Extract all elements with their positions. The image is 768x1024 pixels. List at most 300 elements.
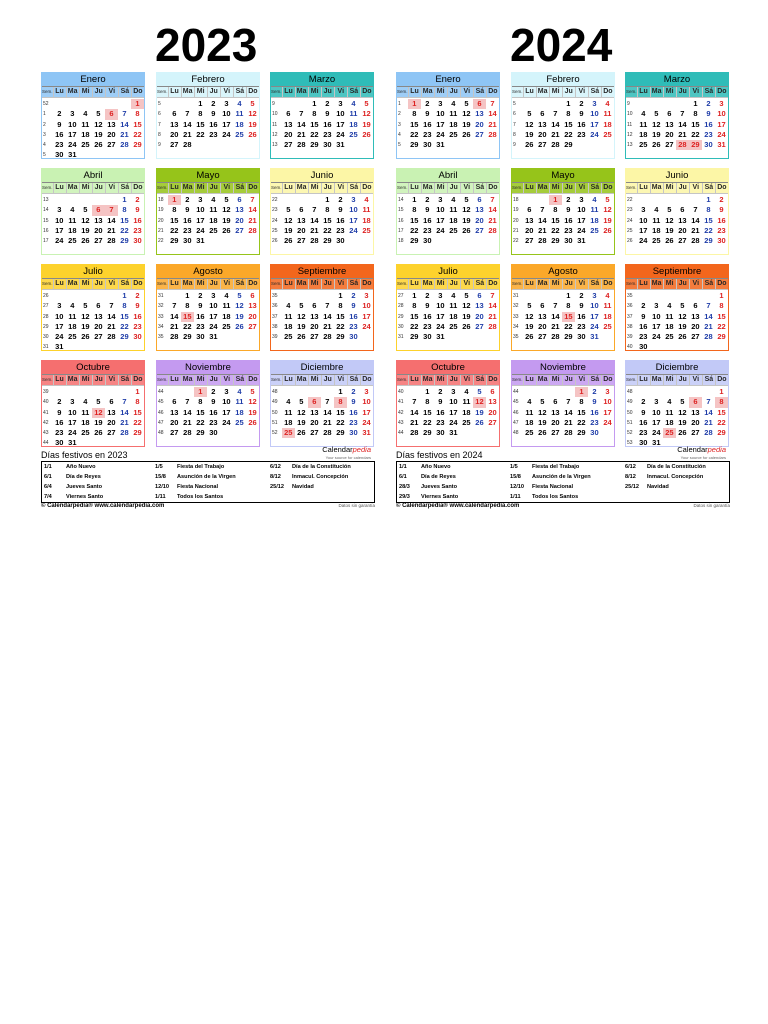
day-cell	[575, 140, 588, 150]
day-cell: 14	[678, 119, 687, 129]
day-cell: 1	[338, 387, 343, 396]
brand-name-accent: pedia	[707, 445, 726, 454]
holiday-date: 28/3	[399, 484, 410, 490]
day-cell: 4	[83, 109, 88, 119]
weekday-label: Ju	[93, 279, 106, 289]
day-cell: 18	[68, 321, 77, 331]
day-cell	[66, 387, 79, 397]
day-cell: 15	[410, 311, 419, 321]
day-cell: 10	[603, 397, 612, 407]
day-cell: 11	[222, 301, 231, 311]
holiday-date: 12/10	[155, 484, 169, 490]
day-cell: 28	[323, 332, 332, 342]
day-cell: 12	[603, 205, 612, 215]
day-cell	[131, 342, 144, 352]
weekday-label: Sá	[119, 279, 132, 289]
week-number: 52	[272, 430, 278, 437]
day-cell: 18	[590, 215, 599, 225]
day-cell: 8	[425, 397, 430, 407]
day-cell: 26	[462, 129, 471, 139]
week-number: 10	[272, 111, 278, 118]
week-number: 21	[158, 227, 164, 234]
day-cell: 9	[438, 397, 443, 407]
day-cell	[689, 387, 702, 397]
weekday-label: Sem.	[512, 87, 524, 97]
weekday-label: Mi	[664, 279, 677, 289]
weekday-label: Lu	[169, 87, 182, 97]
day-cell: 31	[196, 236, 205, 246]
day-cell: 12	[678, 311, 687, 321]
day-cell: 20	[94, 321, 103, 331]
week-number: 21	[513, 227, 519, 234]
day-cell: 2	[592, 387, 597, 396]
day-cell: 25	[603, 321, 612, 331]
week-number: 25	[627, 227, 633, 234]
day-cell: 3	[70, 397, 75, 407]
day-cell	[650, 195, 663, 205]
day-cell: 26	[678, 332, 687, 342]
day-cell	[460, 332, 473, 342]
day-grid	[42, 98, 144, 161]
week-number: 7	[158, 121, 161, 128]
day-cell: 31	[590, 332, 599, 342]
weekday-label: Do	[603, 184, 613, 191]
weekday-header	[512, 183, 614, 194]
week-number: 14	[398, 197, 404, 203]
month-name: Noviembre	[157, 361, 259, 375]
weekday-label: Lu	[409, 87, 422, 97]
weekday-label: Ju	[563, 279, 576, 289]
day-cell: 24	[55, 332, 64, 342]
day-cell: 2	[579, 99, 584, 108]
weekday-label: Sem.	[157, 279, 169, 289]
weekday-label: Mi	[309, 279, 322, 289]
weekday-label: Ju	[93, 183, 106, 193]
day-cell: 20	[551, 417, 560, 427]
weekday-label: Ma	[296, 87, 309, 97]
day-cell: 4	[654, 205, 659, 215]
day-cell: 6	[553, 397, 558, 407]
weekday-label: Lu	[524, 87, 537, 97]
day-cell: 11	[462, 397, 471, 407]
day-cell	[523, 291, 536, 301]
weekday-label: Lu	[169, 375, 182, 385]
day-cell: 18	[349, 119, 358, 129]
weekday-label: Sá	[474, 87, 487, 97]
weekday-label: Ma	[422, 375, 435, 385]
day-cell: 1	[719, 291, 724, 300]
weekday-label: Sá	[119, 183, 132, 193]
day-cell	[53, 291, 66, 301]
day-cell: 15	[691, 119, 700, 129]
day-cell: 7	[706, 301, 711, 311]
weekday-label: Sem.	[271, 279, 283, 289]
day-cell	[105, 342, 118, 352]
day-cell: 10	[68, 407, 77, 417]
weekday-label: Lu	[283, 375, 296, 385]
day-cell: 20	[538, 321, 547, 331]
day-cell: 28	[551, 140, 560, 150]
week-row	[512, 109, 614, 119]
month-name: Abril	[42, 169, 144, 183]
day-cell: 24	[362, 417, 371, 427]
day-cell	[486, 332, 499, 342]
day-cell: 14	[183, 119, 192, 129]
week-number: 31	[398, 334, 404, 341]
day-cell: 12	[248, 109, 257, 119]
holiday-name: Viernes Santo	[66, 494, 104, 500]
day-cell: 5	[477, 387, 482, 396]
weekday-label: Vi	[335, 87, 348, 97]
day-cell: 4	[451, 99, 456, 108]
day-cell: 15	[120, 215, 129, 225]
day-cell: 13	[551, 407, 560, 417]
day-grid	[626, 386, 728, 449]
day-cell: 4	[592, 195, 597, 204]
week-number: 23	[627, 207, 633, 214]
week-number: 18	[513, 197, 519, 203]
day-cell: 29	[564, 332, 573, 342]
month-enero	[41, 72, 145, 159]
day-cell	[105, 99, 118, 109]
day-cell: 16	[436, 407, 445, 417]
weekday-header	[42, 375, 144, 386]
day-cell: 2	[198, 291, 203, 300]
weekday-label: Ma	[422, 279, 435, 289]
day-cell: 7	[325, 397, 330, 407]
day-cell	[523, 99, 536, 109]
day-cell	[715, 342, 728, 352]
day-cell: 13	[538, 119, 547, 129]
day-cell: 27	[475, 321, 484, 331]
weekday-label: Vi	[461, 183, 474, 193]
weekday-label: Ju	[677, 279, 690, 289]
holiday-entry	[399, 482, 457, 492]
weekday-header	[42, 87, 144, 98]
week-row	[42, 301, 144, 311]
day-cell: 24	[68, 428, 77, 438]
week-row	[42, 387, 144, 397]
holiday-entry	[510, 472, 591, 482]
day-cell: 30	[577, 332, 586, 342]
day-cell: 22	[564, 129, 573, 139]
day-cell: 20	[170, 129, 179, 139]
month-septiembre	[270, 264, 374, 351]
month-agosto	[511, 264, 615, 351]
day-cell: 15	[704, 215, 713, 225]
day-cell: 8	[553, 205, 558, 215]
day-cell: 8	[198, 397, 203, 407]
day-cell: 23	[436, 417, 445, 427]
weekday-label: Sá	[703, 375, 716, 385]
day-cell: 18	[665, 417, 674, 427]
day-cell: 14	[183, 407, 192, 417]
day-cell: 16	[639, 321, 648, 331]
day-cell	[447, 236, 460, 246]
day-cell: 3	[224, 387, 229, 396]
week-row	[512, 226, 614, 236]
day-cell: 27	[248, 321, 257, 331]
day-cell: 28	[488, 129, 497, 139]
day-cell: 19	[284, 225, 293, 235]
year-title: 2023	[155, 19, 258, 71]
day-cell: 5	[464, 99, 469, 108]
weekday-label: Ma	[651, 87, 664, 97]
weekday-label: Mi	[80, 183, 93, 193]
day-cell: 12	[222, 205, 231, 215]
week-row	[271, 140, 373, 150]
day-cell: 10	[652, 407, 661, 417]
day-cell: 3	[57, 301, 62, 311]
day-cell: 14	[120, 119, 129, 129]
day-cell: 3	[654, 301, 659, 311]
weekday-header	[626, 87, 728, 98]
holiday-name: Día de la Constitución	[647, 464, 706, 470]
day-cell	[536, 195, 549, 205]
day-cell: 21	[323, 417, 332, 427]
day-cell: 1	[131, 99, 144, 109]
day-cell: 2	[57, 397, 62, 407]
week-number: 8	[158, 131, 161, 138]
footer-copyright: © Calendarpedia® www.calendarpedia.com	[41, 503, 165, 509]
day-cell: 11	[284, 407, 293, 417]
week-number: 19	[158, 207, 164, 214]
day-cell: 23	[590, 417, 599, 427]
day-cell: 13	[284, 119, 293, 129]
week-number: 41	[398, 399, 404, 406]
day-cell: 10	[590, 301, 599, 311]
day-cell: 25	[525, 428, 534, 438]
week-row	[42, 226, 144, 236]
day-cell: 17	[68, 129, 77, 139]
weekday-label: Lu	[409, 375, 422, 385]
day-cell: 3	[224, 99, 229, 108]
day-cell	[246, 140, 259, 150]
week-number: 35	[272, 293, 278, 299]
day-grid	[157, 194, 259, 246]
week-row	[271, 387, 373, 397]
day-cell: 30	[349, 332, 358, 342]
holiday-entry	[44, 472, 101, 482]
weekday-label: Mi	[80, 375, 93, 385]
day-cell	[308, 387, 321, 397]
weekday-label: Sem.	[42, 279, 54, 289]
day-cell: 10	[196, 205, 205, 215]
day-cell: 8	[312, 109, 317, 119]
day-cell	[486, 236, 499, 246]
week-row	[512, 236, 614, 246]
day-cell: 26	[362, 129, 371, 139]
day-cell: 17	[436, 119, 445, 129]
day-cell: 28	[704, 332, 713, 342]
day-cell: 8	[412, 205, 417, 215]
day-cell	[663, 99, 676, 109]
day-cell: 27	[94, 332, 103, 342]
day-cell: 7	[299, 109, 304, 119]
weekday-label: Vi	[221, 279, 234, 289]
day-cell: 5	[286, 205, 291, 215]
day-cell: 30	[436, 428, 445, 438]
day-cell: 26	[678, 428, 687, 438]
holidays-title: Días festivos en 2023	[41, 450, 128, 460]
day-cell: 6	[172, 109, 177, 119]
day-cell: 13	[170, 119, 179, 129]
weekday-label: Do	[717, 88, 727, 95]
day-cell: 13	[94, 215, 103, 225]
footer-disclaimer: Datos sin garantía	[693, 503, 730, 508]
day-cell: 4	[605, 99, 610, 108]
day-cell: 1	[706, 195, 711, 204]
weekday-label: Ju	[208, 183, 221, 193]
day-cell: 8	[135, 397, 140, 407]
week-row	[271, 291, 373, 301]
weekday-label: Sem.	[626, 375, 638, 385]
day-cell: 3	[654, 397, 659, 407]
week-number: 37	[272, 313, 278, 320]
week-row	[42, 438, 144, 448]
day-cell	[105, 150, 118, 160]
day-cell: 6	[490, 387, 495, 396]
weekday-header	[397, 183, 499, 194]
weekday-label: Do	[717, 376, 727, 383]
day-cell: 14	[107, 311, 116, 321]
day-cell: 1	[185, 291, 190, 300]
week-row	[512, 140, 614, 150]
day-cell: 17	[590, 119, 599, 129]
day-cell: 12	[665, 215, 674, 225]
week-number: 23	[272, 207, 278, 214]
day-cell: 6	[109, 397, 114, 407]
day-cell: 23	[349, 321, 358, 331]
weekday-label: Lu	[54, 375, 67, 385]
day-cell: 10	[209, 301, 218, 311]
day-cell: 5	[83, 205, 88, 215]
weekday-label: Mi	[664, 183, 677, 193]
day-cell: 28	[538, 236, 547, 246]
day-cell: 17	[336, 119, 345, 129]
month-name: Septiembre	[271, 265, 373, 279]
day-cell: 19	[652, 129, 661, 139]
weekday-label: Ma	[182, 279, 195, 289]
week-number: 36	[272, 303, 278, 310]
day-cell: 12	[652, 119, 661, 129]
week-row	[397, 322, 499, 332]
weekday-label: Vi	[576, 87, 589, 97]
week-number: 33	[513, 313, 519, 320]
day-cell: 5	[464, 195, 469, 204]
day-cell: 2	[338, 195, 343, 204]
week-number: 34	[158, 323, 164, 330]
day-cell: 1	[135, 387, 140, 396]
day-cell: 12	[473, 397, 486, 407]
weekday-label: Ju	[322, 375, 335, 385]
day-cell: 5	[96, 109, 101, 119]
day-cell: 4	[70, 205, 75, 215]
day-cell: 16	[423, 311, 432, 321]
brand-tagline: Your source for calendars	[680, 455, 726, 460]
day-cell: 27	[475, 129, 484, 139]
week-row	[512, 322, 614, 332]
day-cell: 15	[120, 311, 129, 321]
day-cell: 25	[282, 428, 295, 438]
day-cell	[523, 195, 536, 205]
day-cell: 20	[170, 417, 179, 427]
day-cell: 8	[719, 301, 724, 311]
week-row	[512, 418, 614, 428]
week-row	[271, 312, 373, 322]
week-number: 27	[43, 303, 49, 310]
day-cell: 26	[222, 225, 231, 235]
week-row	[157, 332, 259, 342]
week-number: 40	[627, 344, 633, 351]
day-cell: 4	[527, 397, 532, 407]
day-cell: 17	[436, 311, 445, 321]
weekday-label: Sem.	[397, 279, 409, 289]
weekday-label: Sá	[348, 87, 361, 97]
day-cell: 29	[183, 332, 192, 342]
day-cell	[408, 387, 421, 397]
holiday-name: Navidad	[292, 484, 314, 490]
day-cell: 19	[462, 119, 471, 129]
day-grid	[512, 194, 614, 246]
week-row	[42, 408, 144, 418]
day-cell: 23	[564, 225, 573, 235]
day-cell	[460, 236, 473, 246]
week-number: 10	[627, 111, 633, 118]
day-cell: 28	[248, 225, 257, 235]
day-cell	[486, 428, 499, 438]
weekday-label: Lu	[638, 183, 651, 193]
week-row	[157, 301, 259, 311]
day-cell: 27	[678, 236, 687, 246]
day-cell: 9	[425, 205, 430, 215]
week-number: 18	[158, 197, 164, 203]
week-row	[42, 216, 144, 226]
month-agosto	[156, 264, 260, 351]
day-cell: 8	[566, 109, 571, 119]
day-cell: 10	[652, 311, 661, 321]
week-row	[512, 216, 614, 226]
day-cell: 6	[172, 397, 177, 407]
day-cell: 21	[323, 321, 332, 331]
week-number: 52	[627, 430, 633, 437]
week-number: 13	[627, 142, 633, 149]
day-cell: 11	[449, 205, 458, 215]
brand-tagline: Your source for calendars	[325, 455, 371, 460]
week-row	[42, 418, 144, 428]
day-cell: 6	[680, 205, 685, 215]
day-cell: 29	[133, 140, 142, 150]
day-cell: 23	[55, 140, 64, 150]
day-cell: 8	[135, 109, 140, 119]
day-cell: 23	[639, 428, 648, 438]
day-cell: 18	[222, 311, 231, 321]
day-cell	[181, 99, 194, 109]
day-grid	[157, 386, 259, 438]
day-cell: 24	[577, 225, 586, 235]
weekday-header	[512, 279, 614, 290]
week-row	[626, 291, 728, 301]
day-cell: 3	[719, 99, 724, 108]
day-cell: 19	[362, 119, 371, 129]
weekday-label: Vi	[106, 279, 119, 289]
day-cell: 11	[639, 119, 648, 129]
weekday-header	[397, 279, 499, 290]
weekday-label: Sem.	[271, 375, 283, 385]
day-cell: 12	[462, 109, 471, 119]
day-cell	[168, 387, 181, 397]
day-cell	[92, 195, 105, 205]
